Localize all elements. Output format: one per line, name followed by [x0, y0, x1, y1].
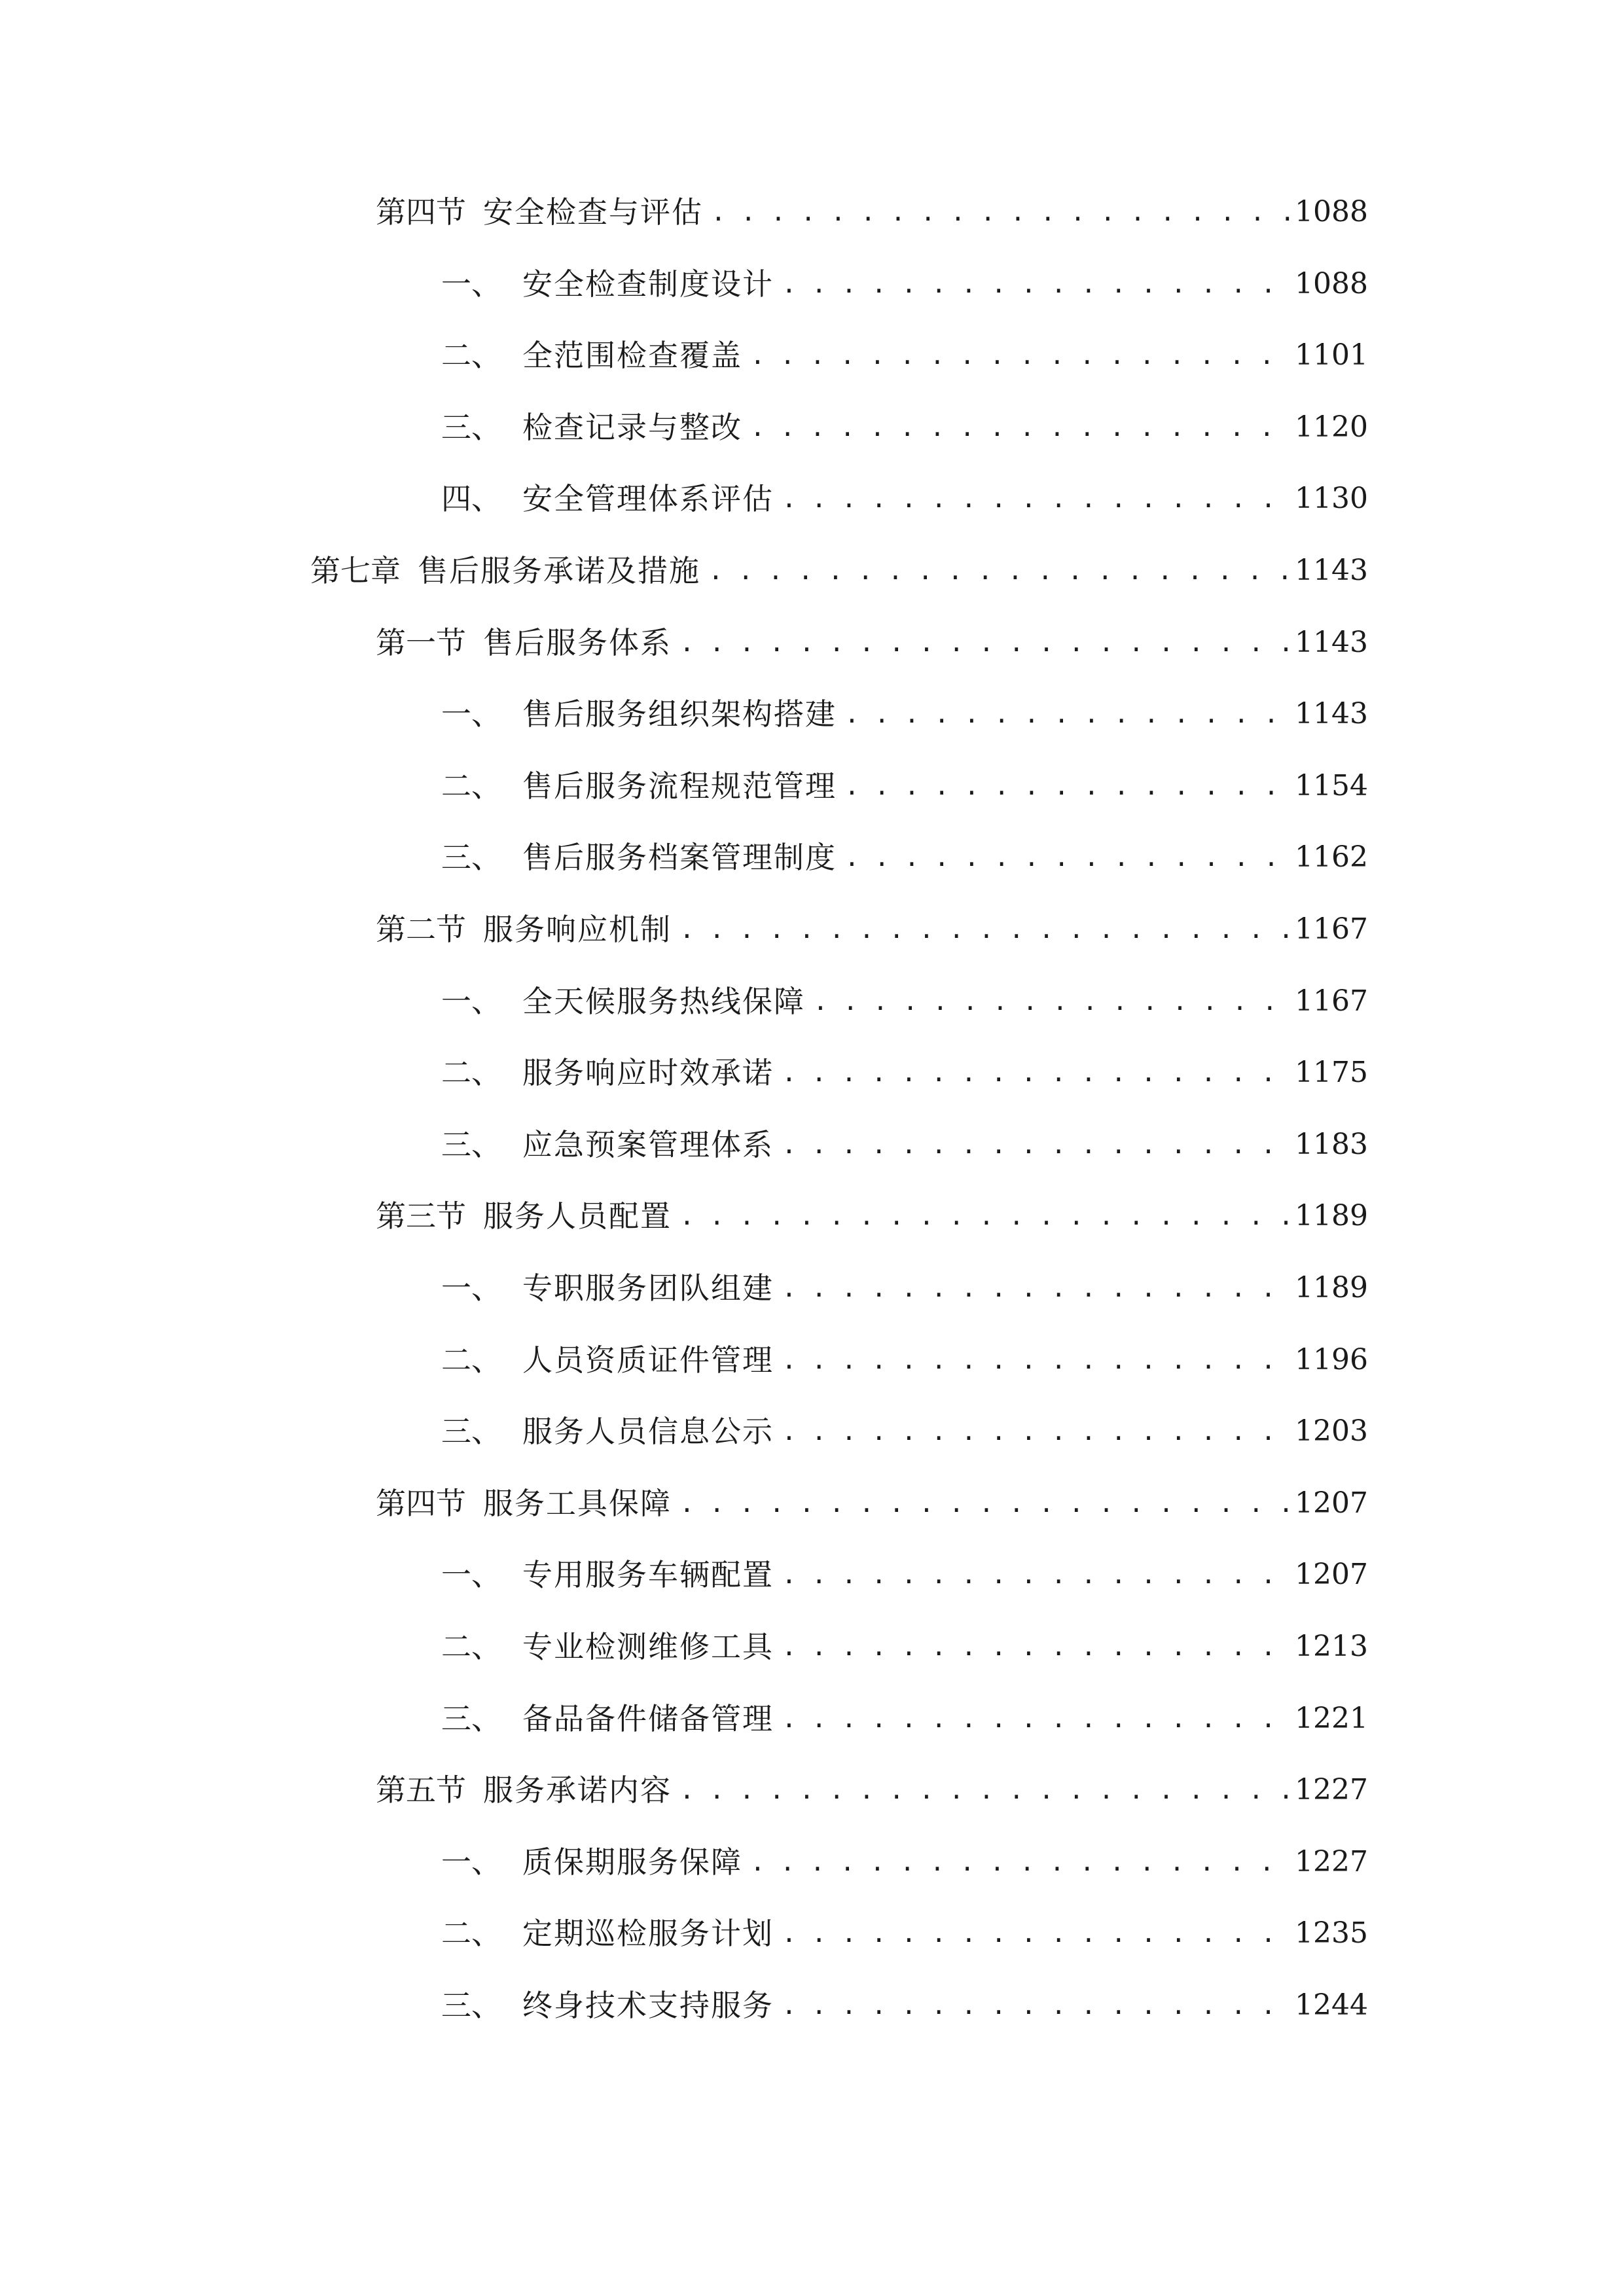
toc-entry[interactable] — [441, 1262, 1368, 1314]
toc-entry-title: 终身技术支持服务 — [522, 1988, 774, 2023]
toc-entry-number: 二、 — [441, 768, 501, 804]
toc-page-number: 1167 — [1295, 912, 1368, 946]
toc-entry[interactable] — [376, 186, 1368, 238]
toc-page-number: 1175 — [1295, 1056, 1368, 1089]
toc-page-number: 1162 — [1295, 840, 1368, 874]
toc-dot-leader — [750, 401, 1290, 454]
toc-entry[interactable] — [376, 617, 1368, 669]
toc-entry[interactable] — [441, 760, 1368, 812]
toc-entry-title: 全天候服务热线保障 — [522, 984, 805, 1019]
toc-dot-leader — [844, 760, 1290, 812]
toc-entry[interactable] — [441, 1979, 1368, 2032]
toc-dot-leader — [782, 1334, 1290, 1386]
toc-dot-leader — [782, 1621, 1290, 1673]
toc-entry[interactable] — [441, 1119, 1368, 1171]
toc-entry[interactable] — [441, 329, 1368, 382]
toc-page-number: 1207 — [1295, 1486, 1368, 1520]
toc-entry-title: 服务响应机制 — [483, 912, 672, 947]
toc-entry[interactable] — [441, 1693, 1368, 1745]
toc-entry-number: 二、 — [441, 1342, 501, 1378]
toc-entry-title: 售后服务体系 — [483, 625, 672, 660]
toc-entry-number: 三、 — [441, 1127, 501, 1162]
toc-entry-title: 安全管理体系评估 — [522, 481, 774, 516]
toc-entry[interactable] — [441, 401, 1368, 454]
toc-entry[interactable] — [376, 1190, 1368, 1242]
toc-entry-title: 全范围检查覆盖 — [522, 338, 742, 373]
toc-entry-number: 第二节 — [376, 912, 466, 947]
toc-dot-leader — [782, 258, 1290, 310]
toc-dot-leader — [782, 473, 1290, 525]
toc-entry[interactable] — [441, 1405, 1368, 1458]
toc-dot-leader — [679, 1190, 1290, 1242]
toc-page-number: 1088 — [1295, 195, 1368, 228]
toc-entry-title: 检查记录与整改 — [522, 410, 742, 445]
toc-entry-number: 三、 — [441, 1701, 501, 1736]
toc-entry-number: 四、 — [441, 481, 501, 516]
toc-page-number: 1101 — [1295, 338, 1368, 372]
toc-dot-leader — [782, 1262, 1290, 1314]
toc-entry-title: 服务承诺内容 — [483, 1772, 672, 1808]
toc-entry[interactable] — [441, 1047, 1368, 1099]
toc-entry-number: 第五节 — [376, 1772, 466, 1808]
toc-entry-number: 一、 — [441, 696, 501, 732]
toc-entry-title: 专职服务团队组建 — [522, 1270, 774, 1306]
toc-entry-number: 三、 — [441, 1988, 501, 2023]
toc-page-number: 1189 — [1295, 1271, 1368, 1304]
toc-entry-title: 质保期服务保障 — [522, 1844, 742, 1880]
toc-entry-number: 二、 — [441, 1916, 501, 1951]
toc-entry-number: 第一节 — [376, 625, 466, 660]
toc-entry-title: 服务人员信息公示 — [522, 1414, 774, 1449]
toc-entry[interactable] — [310, 545, 1368, 597]
toc-dot-leader — [679, 903, 1290, 956]
toc-page-number: 1235 — [1295, 1916, 1368, 1950]
toc-entry[interactable] — [441, 1549, 1368, 1601]
toc-entry[interactable] — [441, 975, 1368, 1028]
toc-entry[interactable] — [376, 1477, 1368, 1530]
toc-entry[interactable] — [376, 1764, 1368, 1816]
toc-page-number: 1221 — [1295, 1702, 1368, 1735]
toc-page-number: 1183 — [1295, 1128, 1368, 1161]
toc-dot-leader — [750, 329, 1290, 382]
toc-page-number: 1120 — [1295, 410, 1368, 444]
toc-entry-number: 三、 — [441, 1414, 501, 1449]
toc-page-number: 1143 — [1295, 697, 1368, 730]
toc-dot-leader — [844, 688, 1290, 740]
toc-entry-number: 第三节 — [376, 1198, 466, 1234]
toc-entry[interactable] — [441, 473, 1368, 525]
toc-page-number: 1207 — [1295, 1558, 1368, 1591]
toc-page-number: 1143 — [1295, 554, 1368, 587]
toc-dot-leader — [782, 1693, 1290, 1745]
toc-dot-leader — [782, 1907, 1290, 1960]
toc-dot-leader — [782, 1119, 1290, 1171]
toc-dot-leader — [782, 1979, 1290, 2032]
toc-entry[interactable] — [441, 688, 1368, 740]
toc-entry-title: 售后服务流程规范管理 — [522, 768, 837, 804]
toc-entry-number: 第四节 — [376, 194, 466, 230]
toc-entry-title: 专业检测维修工具 — [522, 1629, 774, 1664]
toc-entry-number: 三、 — [441, 840, 501, 875]
toc-entry-number: 二、 — [441, 338, 501, 373]
toc-entry-number: 第七章 — [310, 553, 401, 588]
toc-dot-leader — [813, 975, 1290, 1028]
toc-entry-number: 一、 — [441, 1844, 501, 1880]
toc-page-number: 1130 — [1295, 482, 1368, 515]
toc-page-number: 1227 — [1295, 1773, 1368, 1806]
toc-entry[interactable] — [441, 1621, 1368, 1673]
toc-entry-number: 一、 — [441, 984, 501, 1019]
toc-page-number: 1154 — [1295, 769, 1368, 802]
toc-entry[interactable] — [441, 1836, 1368, 1888]
toc-entry-number: 一、 — [441, 266, 501, 302]
toc-dot-leader — [679, 1764, 1290, 1816]
toc-entry-number: 第四节 — [376, 1486, 466, 1521]
toc-entry[interactable] — [441, 1334, 1368, 1386]
toc-entry[interactable] — [376, 903, 1368, 956]
toc-entry-title: 售后服务档案管理制度 — [522, 840, 837, 875]
toc-dot-leader — [708, 545, 1290, 597]
toc-dot-leader — [679, 1477, 1290, 1530]
toc-page-number: 1088 — [1295, 267, 1368, 300]
toc-page-number: 1213 — [1295, 1630, 1368, 1663]
toc-entry-title: 服务工具保障 — [483, 1486, 672, 1521]
toc-page-number: 1244 — [1295, 1988, 1368, 2022]
toc-entry[interactable] — [441, 258, 1368, 310]
toc-page-number: 1227 — [1295, 1845, 1368, 1878]
toc-dot-leader — [782, 1405, 1290, 1458]
toc-entry-title: 服务响应时效承诺 — [522, 1055, 774, 1090]
toc-entry-title: 售后服务承诺及措施 — [418, 553, 700, 588]
toc-page-number: 1203 — [1295, 1414, 1368, 1448]
toc-page-number: 1143 — [1295, 626, 1368, 659]
toc-dot-leader — [750, 1836, 1290, 1888]
toc-entry[interactable] — [441, 1907, 1368, 1960]
toc-entry-number: 二、 — [441, 1055, 501, 1090]
toc-entry-title: 专用服务车辆配置 — [522, 1557, 774, 1592]
toc-entry-title: 安全检查制度设计 — [522, 266, 774, 302]
toc-entry-title: 售后服务组织架构搭建 — [522, 696, 837, 732]
toc-dot-leader — [782, 1047, 1290, 1099]
toc-entry-number: 一、 — [441, 1270, 501, 1306]
toc-entry-title: 定期巡检服务计划 — [522, 1916, 774, 1951]
toc-dot-leader — [679, 617, 1290, 669]
toc-page-number: 1189 — [1295, 1199, 1368, 1232]
toc-entry-title: 服务人员配置 — [483, 1198, 672, 1234]
toc-entry-title: 人员资质证件管理 — [522, 1342, 774, 1378]
toc-entry[interactable] — [441, 831, 1368, 884]
toc-dot-leader — [782, 1549, 1290, 1601]
toc-entry-title: 应急预案管理体系 — [522, 1127, 774, 1162]
toc-entry-number: 二、 — [441, 1629, 501, 1664]
toc-entry-number: 三、 — [441, 410, 501, 445]
toc-page-number: 1167 — [1295, 984, 1368, 1018]
toc-entry-number: 一、 — [441, 1557, 501, 1592]
toc-dot-leader — [711, 186, 1290, 238]
toc-page-number: 1196 — [1295, 1343, 1368, 1376]
toc-entry-title: 安全检查与评估 — [483, 194, 703, 230]
toc-dot-leader — [844, 831, 1290, 884]
toc-entry-title: 备品备件储备管理 — [522, 1701, 774, 1736]
